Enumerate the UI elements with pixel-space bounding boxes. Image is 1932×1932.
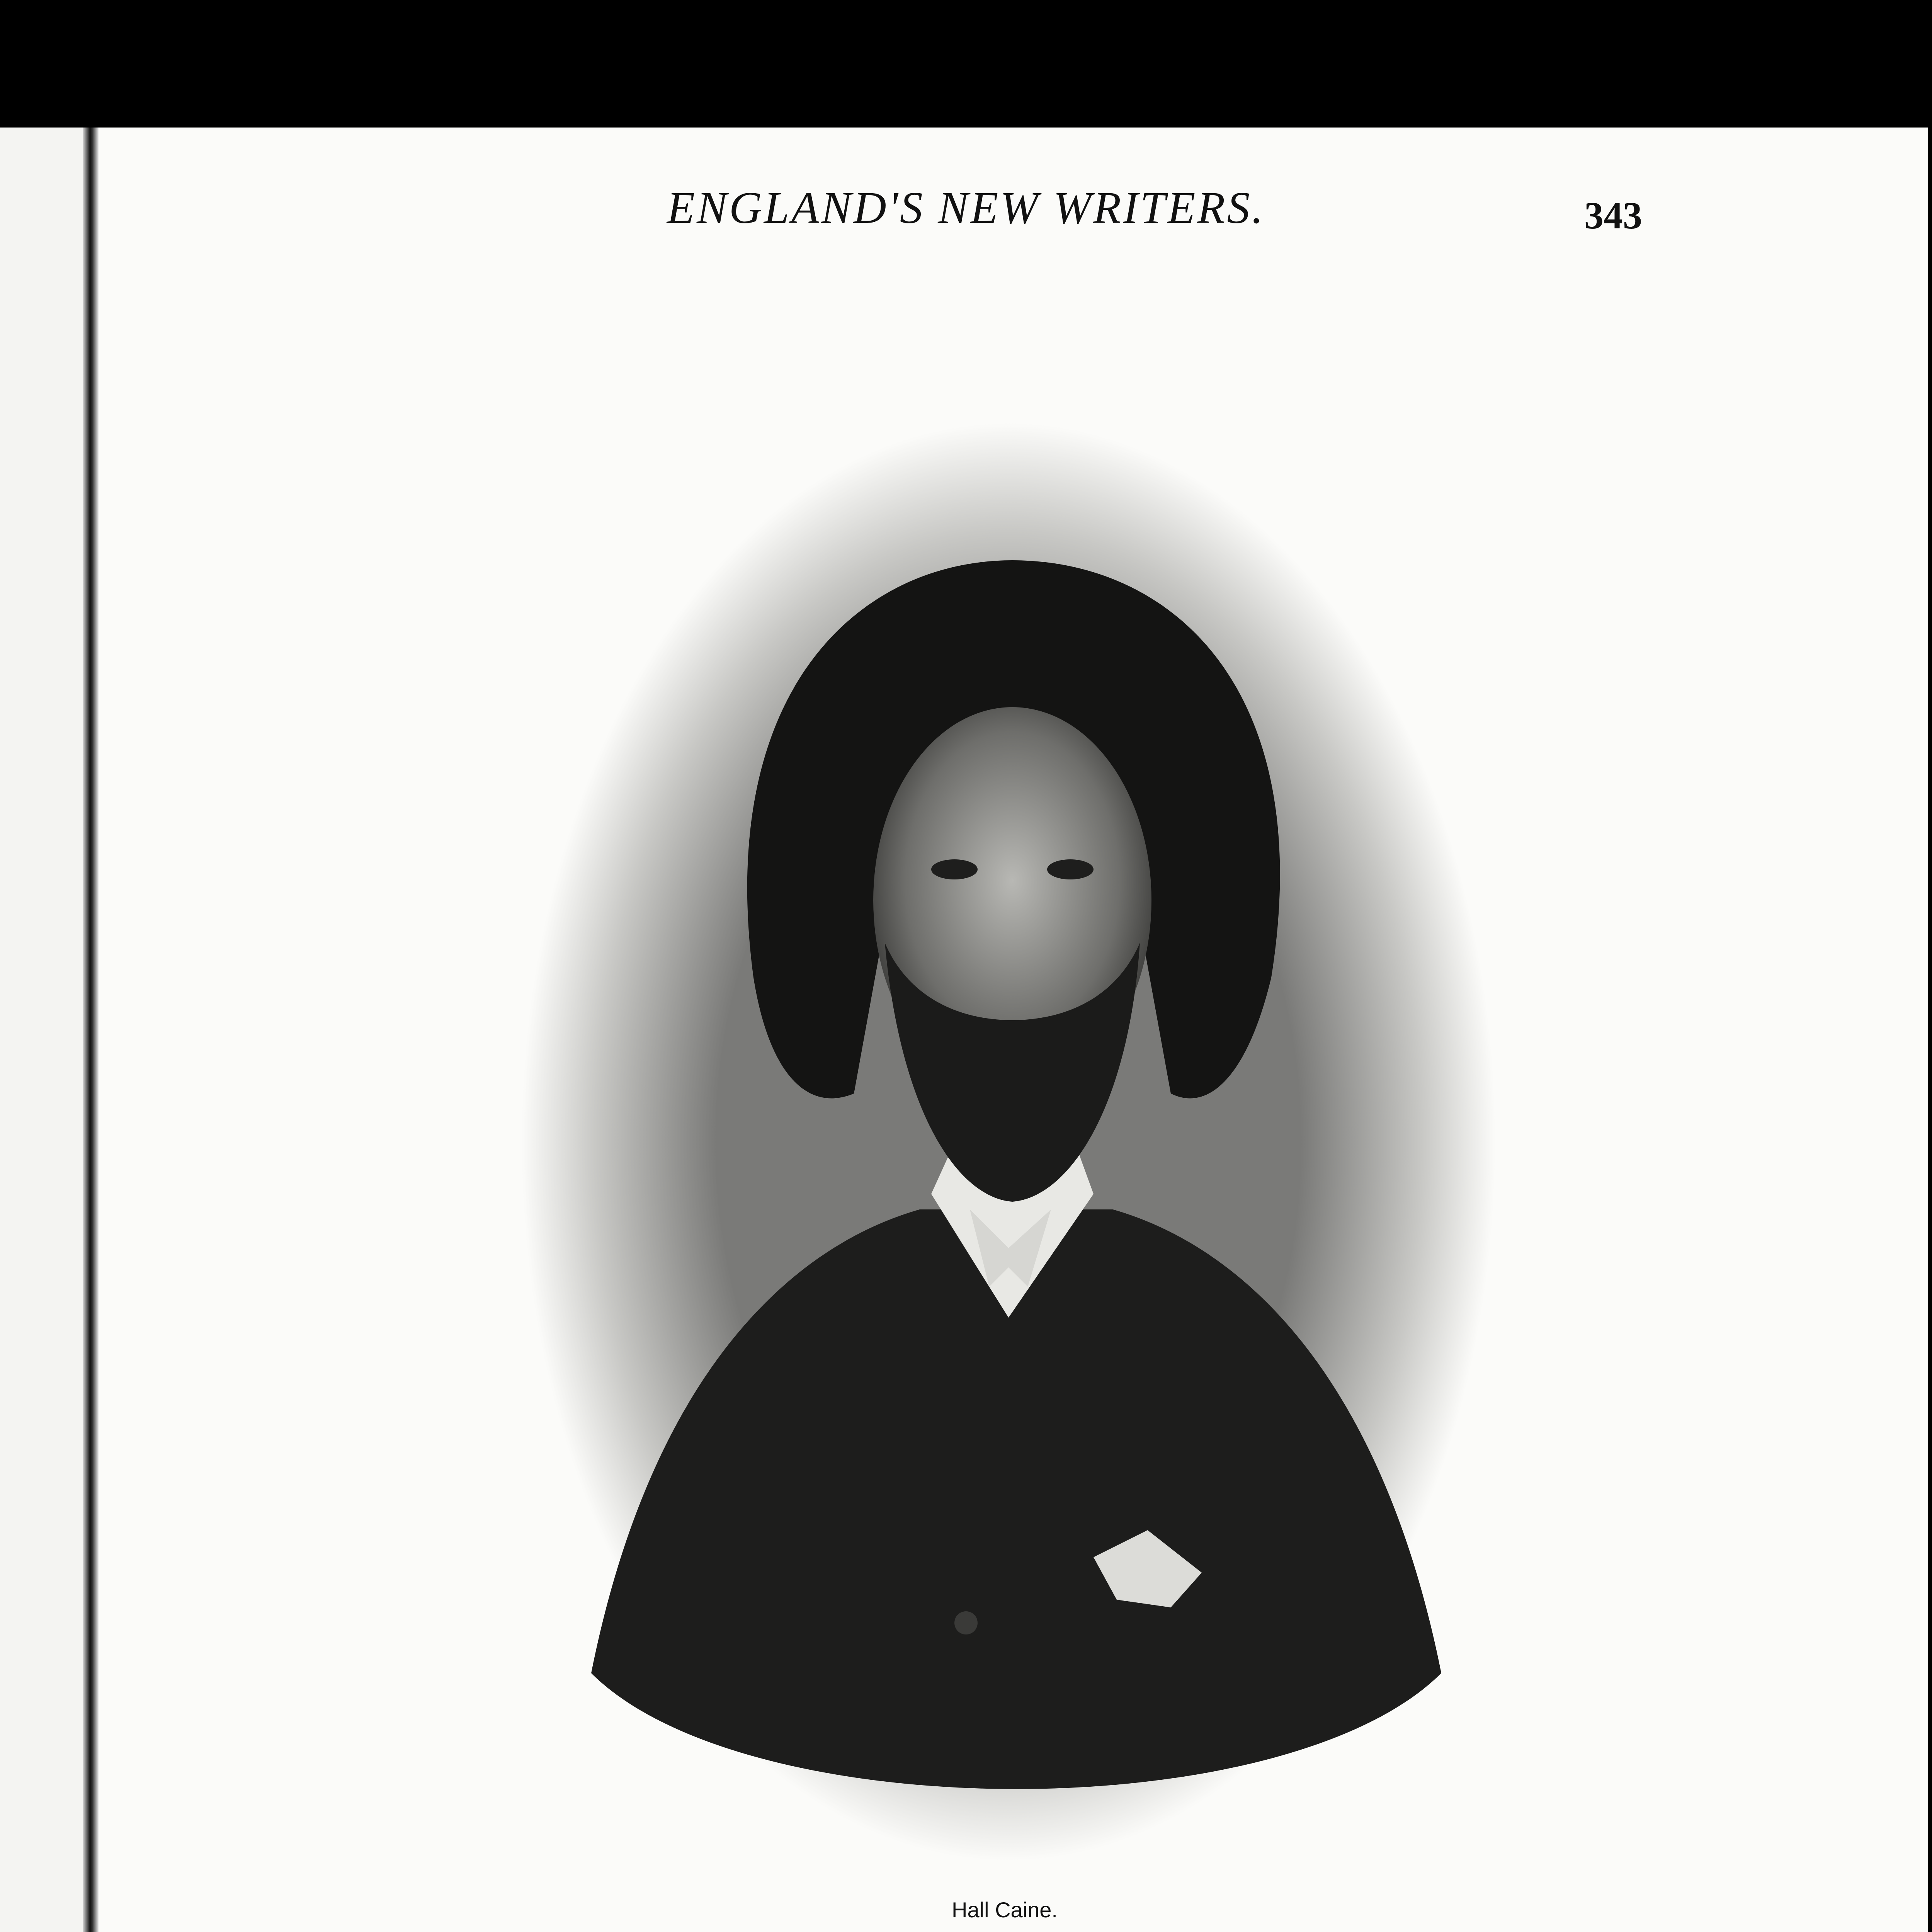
- portrait-engraving: [514, 417, 1503, 1866]
- jacket-button: [954, 1611, 978, 1634]
- running-head: ENGLAND'S NEW WRITERS.: [667, 182, 1265, 233]
- page-number: 343: [1584, 194, 1642, 237]
- book-gutter: [83, 128, 99, 1932]
- facing-page-edge: [0, 128, 93, 1932]
- right-eye: [1047, 859, 1094, 879]
- left-eye: [931, 859, 978, 879]
- figure-caption-name: Hall Caine.: [952, 1898, 1058, 1922]
